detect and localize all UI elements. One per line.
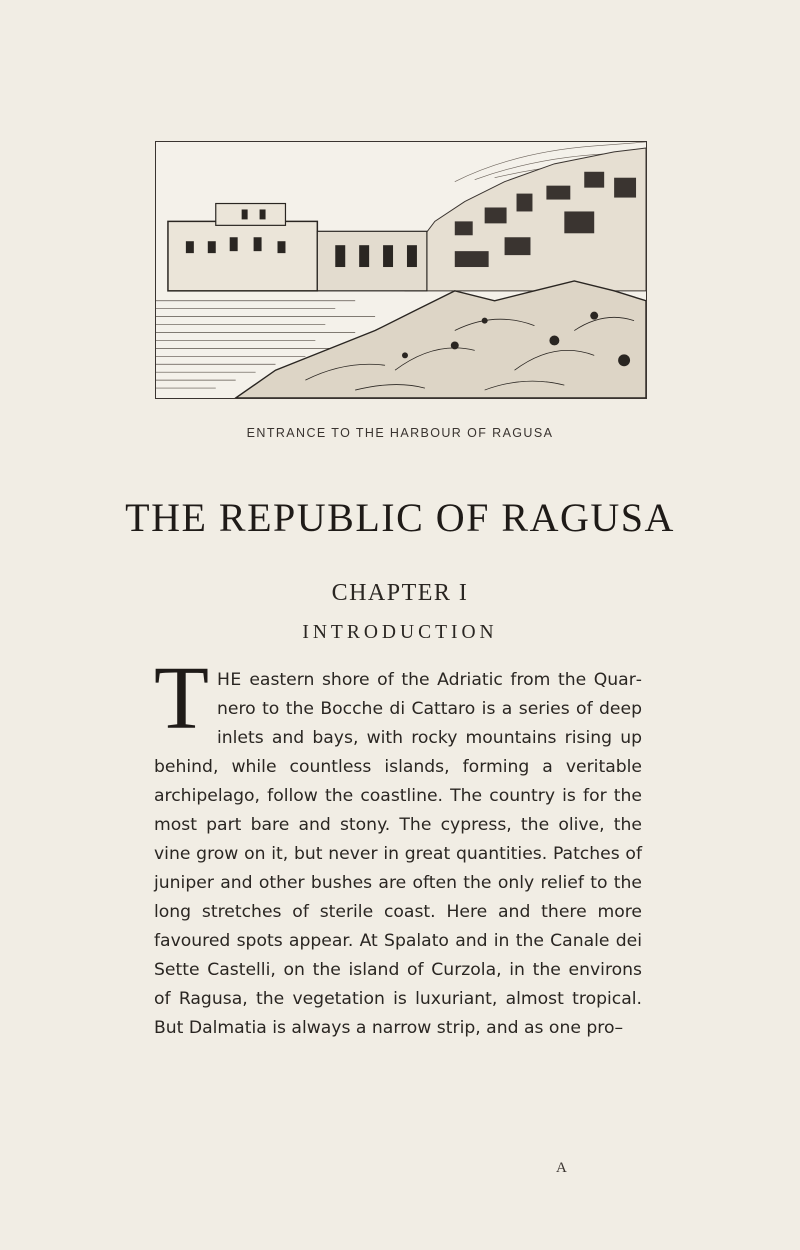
chapter-subtitle: INTRODUCTION [302, 622, 498, 643]
chapter-heading: CHAPTER I [331, 580, 469, 606]
paragraph-text: eastern shore of the Adriatic from the Quarnero to the Bocche di Cattaro is a series of deep inlets and bays, with rocky mountains rising up behind, while countless islands, forming a veritable archipelago, follow the coastline. The country is for the most part bare and stony. The cypress, the olive, the vine grow on it, but never in great quantities. Patches of juniper and other bushes are often the only relief to the long stretches of sterile coast. Here and there more favoured spots appear. At Spalato and in the Canale dei Sette Castelli, on the island of Curzola, in the environs of Ragusa, the vegetation is luxuriant, almost tropical. But Dalmatia is always a narrow strip, and as one pro– [154, 670, 642, 1038]
harbour-engraving-icon [156, 142, 646, 398]
body-paragraph [154, 649, 642, 1043]
harbour-illustration [155, 141, 647, 399]
signature-mark: A [556, 1160, 567, 1176]
drop-cap: T [154, 649, 209, 748]
lead-word: HE [216, 670, 242, 690]
book-title: THE REPUBLIC OF RAGUSA [125, 495, 675, 540]
illustration-caption: ENTRANCE TO THE HARBOUR OF RAGUSA [246, 426, 554, 440]
